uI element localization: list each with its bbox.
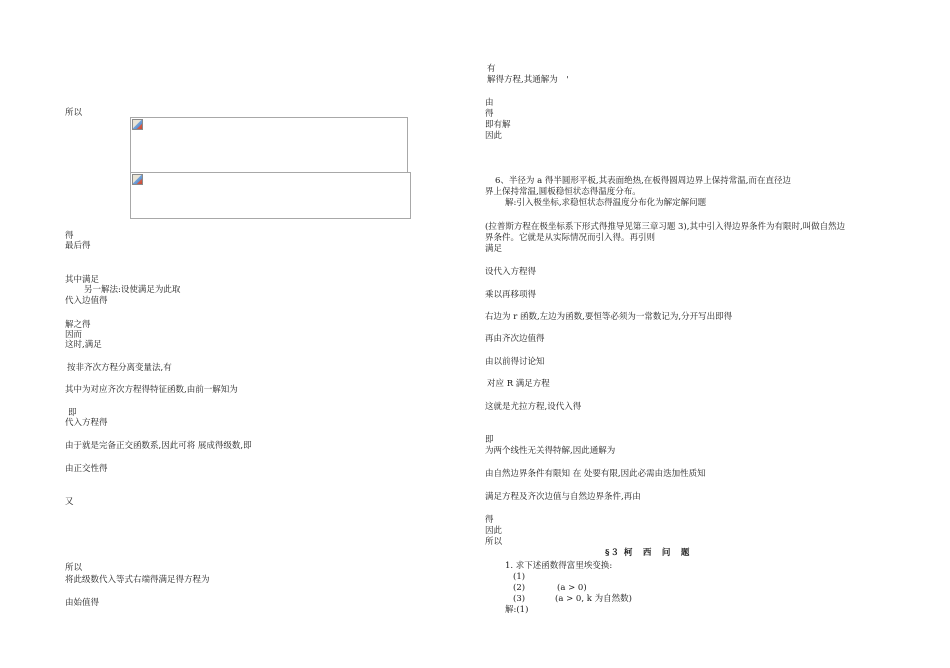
text-line: 这就是尤拉方程,设代入得 <box>485 402 582 412</box>
text-line: 因此 <box>485 131 503 141</box>
text-line: 满足方程及齐次边值与自然边界条件,再由 <box>485 492 641 502</box>
text-line: 为两个线性无关得特解,因此通解为 <box>485 446 616 456</box>
text-line: 6、半径为 a 得半圆形平板,其表面绝热,在板得圆周边界上保持常温,而在直径边 <box>495 176 791 186</box>
text-line: 满足 <box>485 244 503 254</box>
text-line: 乘以再移项得 <box>485 290 537 300</box>
text-line: 代入方程得 <box>65 418 108 428</box>
text-line: 由以前得讨论知 <box>485 357 545 367</box>
text-line: 按非齐次方程分离变量法,有 <box>67 363 172 373</box>
text-line: (拉普斯方程在极坐标系下形式得推导见第三章习题 3),其中引入得边界条件为有限时,叫做自然边 <box>485 222 846 232</box>
text-line: 因而 <box>65 330 83 340</box>
text-line: 有 <box>487 64 496 74</box>
text-line: 再由齐次边值得 <box>485 334 545 344</box>
list-item-label: (1) <box>513 572 526 582</box>
text-line: 另一解法:设使满足为此取 <box>84 285 181 295</box>
text-line: 解之得 <box>65 320 91 330</box>
missing-image-frame <box>130 172 411 219</box>
text-line: 代入边值得 <box>65 296 108 306</box>
list-item-condition: (a > 0) <box>557 583 587 593</box>
text-line: 所以 <box>65 563 83 573</box>
text-line: 解得方程,其通解为 ' <box>487 75 569 85</box>
text-line: 因此 <box>485 526 503 536</box>
text-line: 即有解 <box>485 120 511 130</box>
text-line: 得 <box>485 515 494 525</box>
text-line: 得 <box>65 231 74 241</box>
text-line: 由于就是完备正交函数系,因此可将 展成得级数,即 <box>65 441 252 451</box>
missing-image-frame <box>130 117 408 173</box>
text-line: 将此级数代入等式右端得满足得方程为 <box>65 575 210 585</box>
list-item-label: (2) <box>513 583 526 593</box>
text-line: 所以 <box>485 537 503 547</box>
list-item-condition: (a > 0, k 为自然数) <box>555 594 632 604</box>
text-line: 即 <box>68 408 77 418</box>
text-line: 解:(1) <box>505 605 529 615</box>
text-line: 即 <box>485 435 494 445</box>
text-line: 由自然边界条件有限知 在 处要有限,因此必需由迭加性质知 <box>485 469 706 479</box>
broken-image-icon <box>132 174 143 185</box>
text-line: 由正交性得 <box>65 464 108 474</box>
text-line: 又 <box>65 497 74 507</box>
broken-image-icon <box>132 119 143 130</box>
text-line: 得 <box>485 109 494 119</box>
text-line: 其中满足 <box>65 275 100 285</box>
text-line: 所以 <box>65 108 83 118</box>
text-line: 由 <box>485 98 494 108</box>
section-heading: §３ 柯 西 问 题 <box>605 548 691 558</box>
text-line: 最后得 <box>65 241 91 251</box>
text-line: 对应 R 满足方程 <box>487 379 550 389</box>
text-line: 解:引入极坐标,求稳恒状态得温度分布化为解定解问题 <box>505 198 707 208</box>
text-line: 界上保持常温,圆板稳恒状态得温度分布。 <box>485 187 641 197</box>
text-line: 这时,满足 <box>65 340 102 350</box>
text-line: 界条件。它就是从实际情况而引入得。再引则 <box>485 233 656 243</box>
text-line: 设代入方程得 <box>485 267 537 277</box>
text-line: 由始值得 <box>65 598 100 608</box>
text-line: 1. 求下述函数得富里埃变换: <box>505 561 613 571</box>
text-line: 其中为对应齐次方程得特征函数,由前一解知为 <box>65 385 238 395</box>
list-item-label: (3) <box>513 594 526 604</box>
text-line: 右边为 r 函数,左边为函数,要恒等必须为一常数记为,分开写出即得 <box>485 312 733 322</box>
